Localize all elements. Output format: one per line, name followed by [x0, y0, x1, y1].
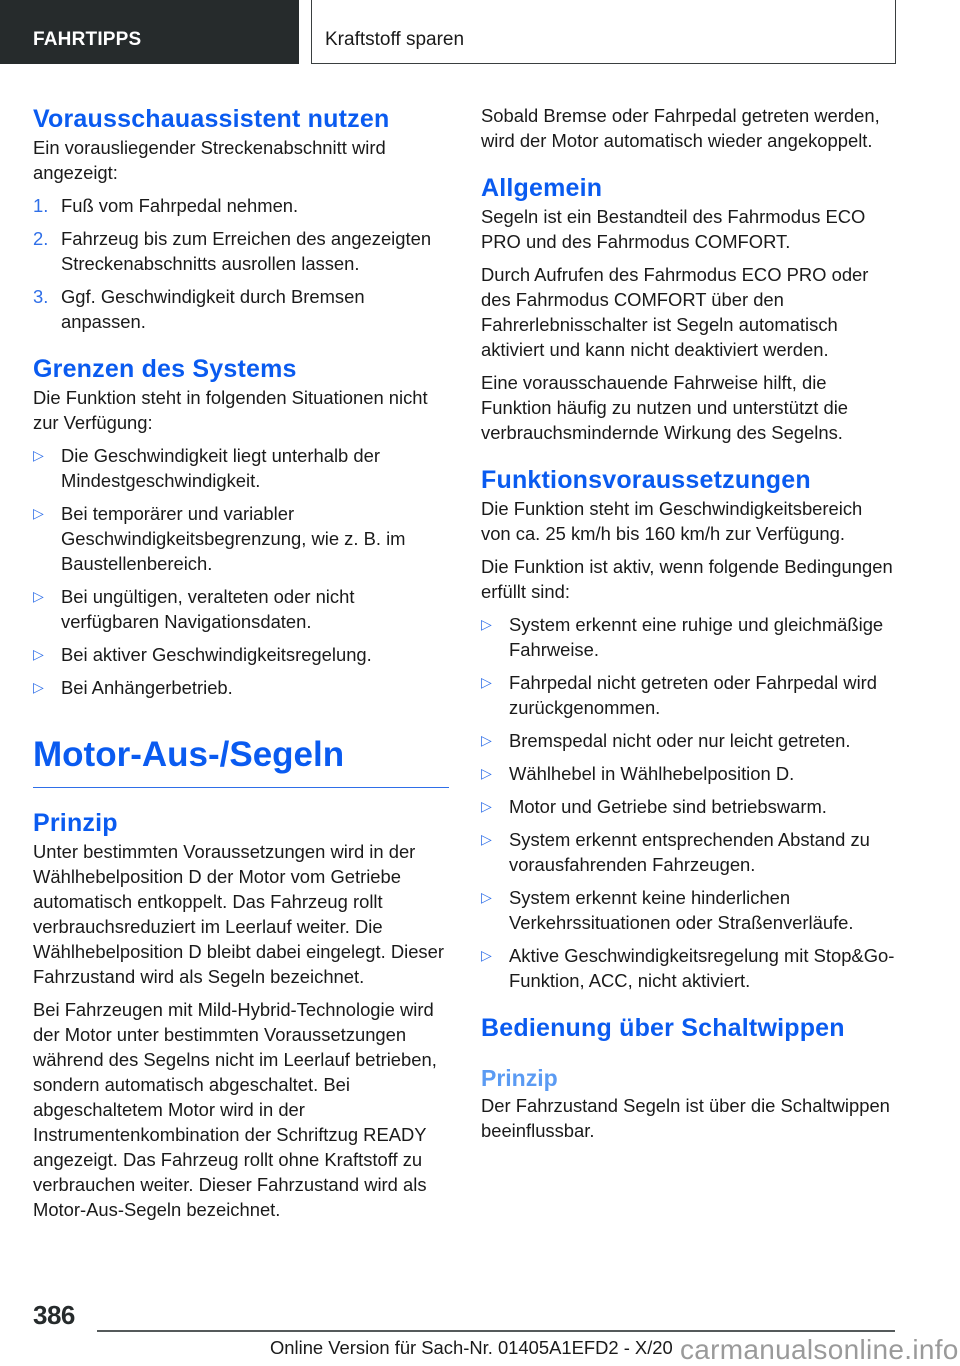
- bullet-text: Fahrpedal nicht getreten oder Fahrpedal wird zurückgenommen.: [509, 672, 878, 718]
- step-number: 3.: [33, 286, 49, 307]
- subheading-prinzip: Prinzip: [481, 1065, 558, 1091]
- footer-divider: [97, 1330, 895, 1332]
- bullet-text: System erkennt eine ruhige und gleichmäßige Fahrweise.: [509, 614, 884, 660]
- step-text: Ggf. Geschwindigkeit durch Bremsen anpassen.: [61, 286, 365, 332]
- triangle-bullet-icon: ▷: [481, 765, 492, 781]
- bullet-text: Motor und Getriebe sind betriebswarm.: [509, 796, 827, 817]
- triangle-bullet-icon: ▷: [33, 505, 44, 521]
- bullet-text: System erkennt keine hinderlichen Verkehrssituationen oder Straßenverläufe.: [509, 887, 854, 933]
- list-item: [33, 642, 449, 667]
- heading-funktionsvoraussetzungen: Funktionsvoraussetzungen: [481, 466, 811, 494]
- list-item: [481, 612, 897, 662]
- bullet-text: Wählhebel in Wählhebelposition D.: [509, 763, 795, 784]
- triangle-bullet-icon: ▷: [33, 588, 44, 604]
- list-item: [33, 226, 449, 276]
- list-item: [33, 584, 449, 634]
- paragraph: Segeln ist ein Bestandteil des Fahrmodus ECO PRO und des Fahrmodus COMFORT.: [481, 206, 866, 252]
- paragraph: Durch Aufrufen des Fahrmodus ECO PRO oder des Fahrmodus COMFORT über den Fahrerlebnisschalter ist Segeln automatisch aktiviert und kann nicht deaktiviert werden.: [481, 264, 869, 360]
- list-item: [481, 728, 897, 753]
- chapter-title: FAHRTIPPS: [33, 29, 142, 50]
- list-item: [33, 501, 449, 576]
- paragraph: Sobald Bremse oder Fahrpedal getreten werden, wird der Motor automatisch wieder angekoppelt.: [481, 105, 880, 151]
- triangle-bullet-icon: ▷: [33, 679, 44, 695]
- bullet-text: Bei Anhängerbetrieb.: [61, 677, 233, 698]
- bullet-text: Bremspedal nicht oder nur leicht getreten.: [509, 730, 851, 751]
- list-item: [33, 284, 449, 334]
- triangle-bullet-icon: ▷: [481, 831, 492, 847]
- online-version-note: Online Version für Sach-Nr. 01405A1EFD2 - X/20: [270, 1337, 673, 1358]
- step-text: Fahrzeug bis zum Erreichen des angezeigten Streckenabschnitts ausrollen lassen.: [61, 228, 432, 274]
- triangle-bullet-icon: ▷: [481, 674, 492, 690]
- heading-allgemein: Allgemein: [481, 174, 603, 202]
- list-item: [33, 193, 449, 218]
- bullet-list: [481, 612, 897, 993]
- left-column: [33, 103, 449, 1222]
- triangle-bullet-icon: ▷: [481, 889, 492, 905]
- list-item: [481, 670, 897, 720]
- heading-grenzen: Grenzen des Systems: [33, 355, 297, 383]
- heading-vorausschauassistent: Vorausschauassistent nutzen: [33, 105, 390, 133]
- paragraph: Die Funktion ist aktiv, wenn folgende Bedingungen erfüllt sind:: [481, 556, 893, 602]
- bullet-text: Aktive Geschwindigkeitsregelung mit Stop&Go-Funktion, ACC, nicht aktiviert.: [509, 945, 895, 991]
- step-number: 2.: [33, 228, 49, 249]
- list-item: [481, 827, 897, 877]
- paragraph: Die Funktion steht in folgenden Situationen nicht zur Verfügung:: [33, 387, 428, 433]
- paragraph: Der Fahrzustand Segeln ist über die Schaltwippen beeinflussbar.: [481, 1095, 890, 1141]
- list-item: [481, 943, 897, 993]
- triangle-bullet-icon: ▷: [481, 798, 492, 814]
- steps-list: [33, 193, 449, 334]
- bullet-list: [33, 443, 449, 700]
- list-item: [33, 443, 449, 493]
- triangle-bullet-icon: ▷: [481, 947, 492, 963]
- list-item: [481, 761, 897, 786]
- paragraph: Bei Fahrzeugen mit Mild-Hybrid-Technologie wird der Motor unter bestimmten Voraussetzungen während des Segelns nicht im Leerlauf betrieben, sondern automatisch abgeschaltet. Bei abgeschaltetem Motor wird in der Instrumentenkombination der Schriftzug READY angezeigt. Das Fahrzeug rollt ohne Kraftstoff zu verbrauchen weiter. Dieser Fahrzustand wird als Motor-Aus-Segeln bezeichnet.: [33, 999, 437, 1220]
- chapter-heading-motor-aus-segeln: Motor-Aus-/Segeln: [33, 733, 449, 788]
- list-item: [481, 794, 897, 819]
- heading-bedienung-schaltwippen: Bedienung über Schaltwippen: [481, 1014, 845, 1042]
- paragraph: Eine vorausschauende Fahrweise hilft, die Funktion häufig zu nutzen und unterstützt die verbrauchsmindernde Wirkung des Segelns.: [481, 372, 849, 443]
- bullet-text: Bei ungültigen, veralteten oder nicht verfügbaren Navigationsdaten.: [61, 586, 355, 632]
- section-title: Kraftstoff sparen: [325, 29, 465, 50]
- watermark: carmanualsonline.info: [680, 1334, 959, 1365]
- section-tab: [311, 0, 896, 64]
- triangle-bullet-icon: ▷: [481, 616, 492, 632]
- triangle-bullet-icon: ▷: [33, 447, 44, 463]
- step-text: Fuß vom Fahrpedal nehmen.: [61, 195, 299, 216]
- bullet-text: Die Geschwindigkeit liegt unterhalb der Mindestgeschwindigkeit.: [61, 445, 380, 491]
- paragraph: Die Funktion steht im Geschwindigkeitsbereich von ca. 25 km/h bis 160 km/h zur Verfügung.: [481, 498, 863, 544]
- bullet-text: Bei aktiver Geschwindigkeitsregelung.: [61, 644, 372, 665]
- list-item: [481, 885, 897, 935]
- right-column: [481, 103, 897, 1143]
- bullet-text: Bei temporärer und variabler Geschwindigkeitsbegrenzung, wie z. B. im Baustellenbereich.: [61, 503, 406, 574]
- chapter-tab: [0, 0, 299, 64]
- triangle-bullet-icon: ▷: [481, 732, 492, 748]
- paragraph: Unter bestimmten Voraussetzungen wird in der Wählhebelposition D der Motor vom Getriebe automatisch entkoppelt. Das Fahrzeug rollt verbrauchsreduziert im Leerlauf weiter. Die Wählhebelposition D bleibt dabei eingelegt. Dieser Fahrzustand wird als Segeln bezeichnet.: [33, 841, 444, 987]
- triangle-bullet-icon: ▷: [33, 646, 44, 662]
- bullet-text: System erkennt entsprechenden Abstand zu vorausfahrenden Fahrzeugen.: [509, 829, 870, 875]
- paragraph: Ein vorausliegender Streckenabschnitt wird angezeigt:: [33, 137, 386, 183]
- step-number: 1.: [33, 195, 49, 216]
- list-item: [33, 675, 449, 700]
- heading-prinzip: Prinzip: [33, 809, 118, 837]
- page-number: 386: [33, 1300, 75, 1330]
